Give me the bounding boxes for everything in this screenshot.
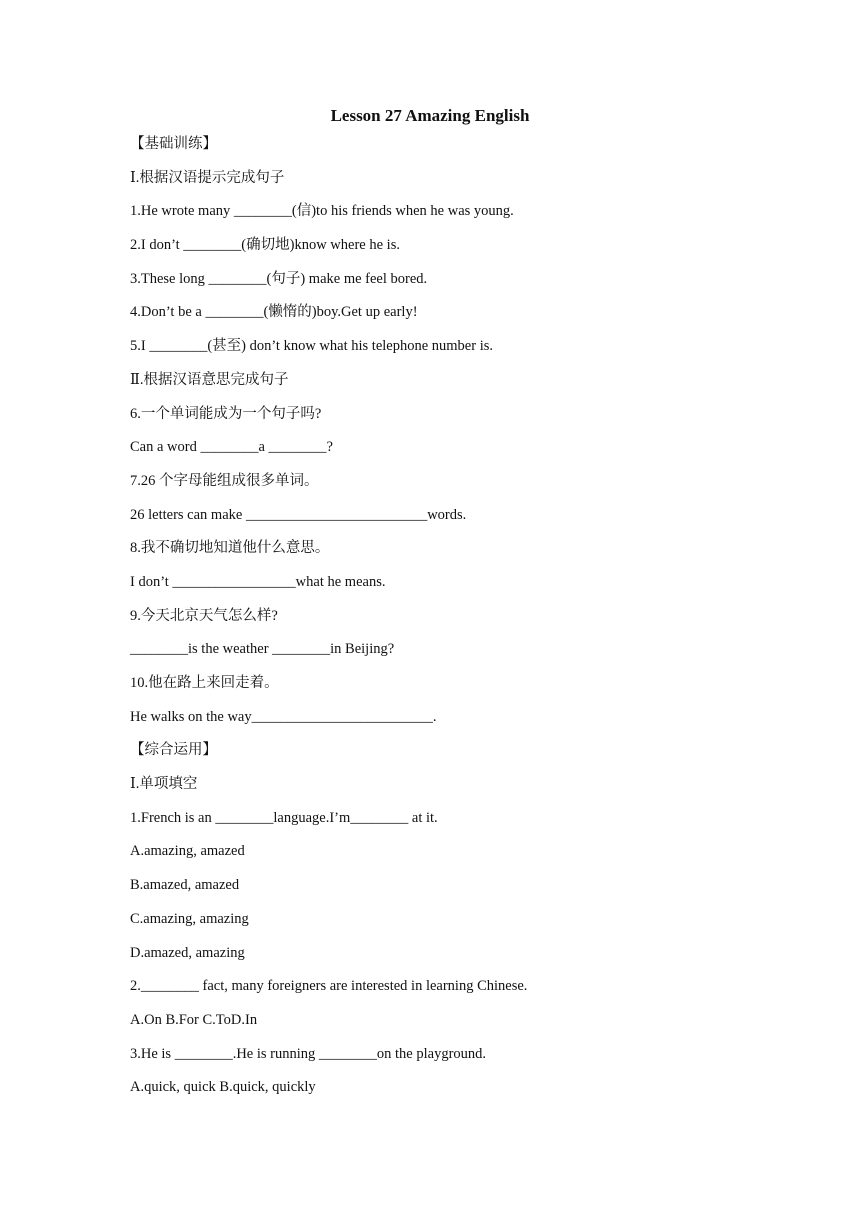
answer-option: B.amazed, amazed xyxy=(130,877,240,894)
section-heading: 【基础训练】 xyxy=(130,136,217,152)
question-line: Can a word ________a ________? xyxy=(130,439,333,456)
answer-option: C.amazing, amazing xyxy=(130,910,249,927)
part-heading: Ⅰ.根据汉语提示完成句子 xyxy=(130,169,285,186)
question-line: ________is the weather ________in Beijing? xyxy=(130,641,395,658)
answer-options: A.quick, quick B.quick, quickly xyxy=(130,1079,316,1096)
section-heading: 【综合运用】 xyxy=(130,742,217,759)
question-line: 3.These long ________(句子) make me feel bored. xyxy=(130,270,428,287)
question-line: 4.Don’t be a ________(懒惰的)boy.Get up early! xyxy=(130,304,418,321)
question-prompt: 6.一个单词能成为一个句子吗? xyxy=(130,405,322,422)
part-heading: Ⅱ.根据汉语意思完成句子 xyxy=(130,371,289,388)
question-prompt: 7.26 个字母能组成很多单词。 xyxy=(130,472,319,489)
answer-option: A.amazing, amazed xyxy=(130,843,245,860)
page-title: Lesson 27 Amazing English xyxy=(330,106,530,125)
question-line: 2.I don’t ________(确切地)know where he is. xyxy=(130,237,400,254)
question-line: 5.I ________(甚至) don’t know what his telephone number is. xyxy=(130,338,493,355)
question-prompt: 8.我不确切地知道他什么意思。 xyxy=(130,540,330,557)
question-line: 2.________ fact, many foreigners are interested in learning Chinese. xyxy=(130,978,528,995)
question-prompt: 9.今天北京天气怎么样? xyxy=(130,607,278,624)
part-heading: Ⅰ.单项填空 xyxy=(130,776,198,793)
question-line: 26 letters can make _________________________words. xyxy=(130,506,467,523)
answer-option: D.amazed, amazing xyxy=(130,944,245,961)
question-line: 1.French is an ________language.I’m________ at it. xyxy=(130,809,438,826)
answer-options: A.On B.For C.ToD.In xyxy=(130,1011,258,1028)
question-line: I don’t _________________what he means. xyxy=(130,573,386,590)
question-line: He walks on the way_________________________. xyxy=(130,708,437,725)
exercise-lines xyxy=(130,134,810,1111)
question-prompt: 10.他在路上来回走着。 xyxy=(130,675,279,691)
question-line: 3.He is ________.He is running ________on the playground. xyxy=(130,1045,487,1062)
question-line: 1.He wrote many ________(信)to his friends when he was young. xyxy=(130,203,514,220)
